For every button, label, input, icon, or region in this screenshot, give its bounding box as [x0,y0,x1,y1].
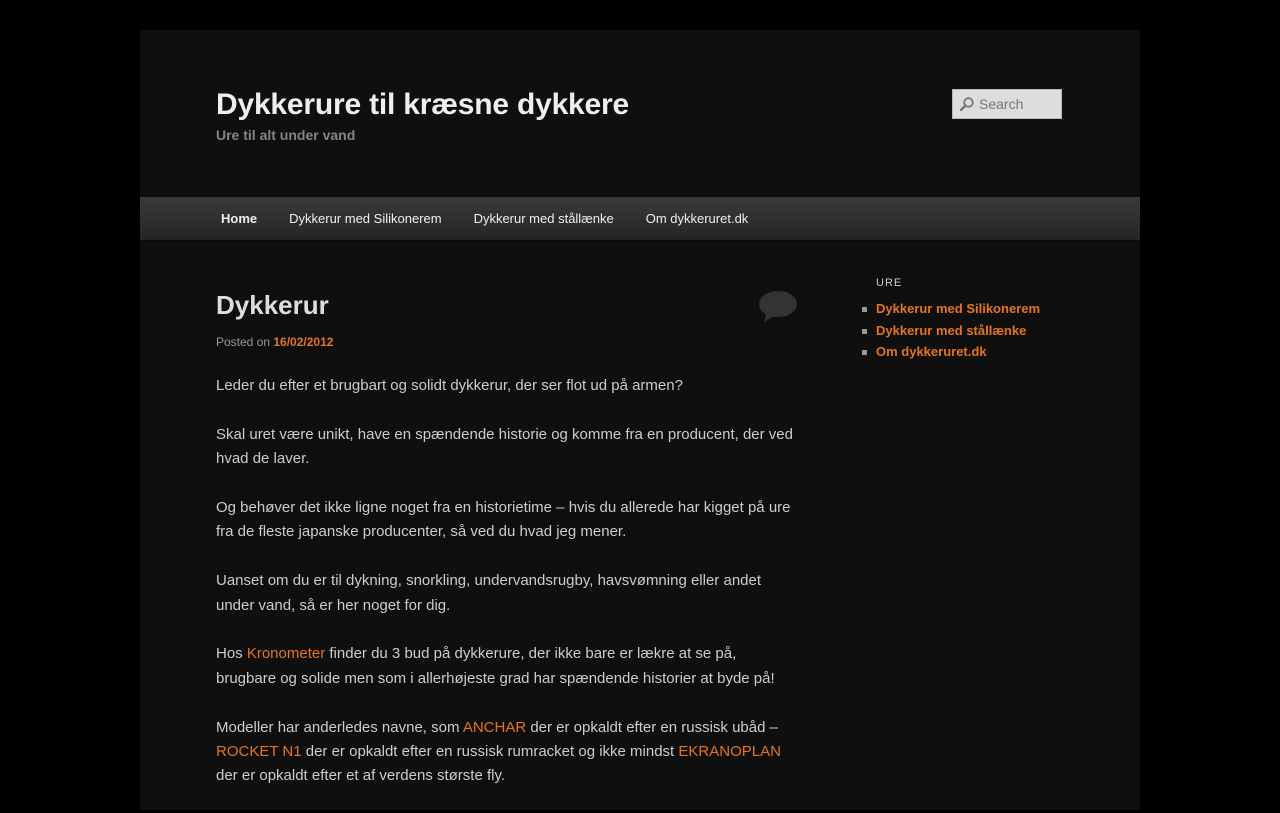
comment-bubble-icon[interactable] [756,288,800,328]
post-meta [216,335,333,349]
widget-list-item [876,298,1040,320]
anchar-link[interactable]: ANCHAR [462,718,527,736]
kronometer-link[interactable]: Kronometer [246,645,326,663]
post-meta-prefix: Posted on [216,335,274,349]
rocket-n1-link[interactable]: ROCKET N1 [216,743,302,761]
site-title[interactable]: Dykkerure til kræsne dykkere [216,88,629,121]
paragraph-text: der er opkaldt efter en russisk rumracket og ikke mindst [301,743,679,761]
widget-link-staallaenke[interactable]: Dykkerur med stållænke [876,322,1027,338]
main-navigation [140,197,1140,240]
paragraph-text: Modeller har anderledes navne, som [216,718,463,736]
nav-item-home[interactable] [205,197,273,240]
nav-item-om[interactable] [630,197,765,240]
nav-item-silikonerem[interactable] [273,197,457,240]
site-header [140,30,1140,197]
nav-link-home[interactable]: Home [221,211,258,226]
paragraph-text: der er opkaldt efter en russisk ubåd – [526,718,778,736]
widget-link-silikonerem[interactable]: Dykkerur med Silikonerem [876,301,1041,316]
post-paragraph: Uanset om du er til dykning, snorkling, undervandsrugby, havsvømning eller andet under vand, så er her noget for dig. [216,572,762,614]
post-paragraph: Skal uret være unikt, have en spændende historie og komme fra en producent, der ved hvad de laver. [216,425,793,468]
widget-list-item [876,320,1040,342]
site-description: Ure til alt under vand [216,127,356,143]
ekranoplan-link[interactable]: EKRANOPLAN [678,743,781,761]
widget-list-item [876,341,1040,363]
post-title[interactable]: Dykkerur [216,290,329,320]
nav-link-om[interactable]: Om dykkeruret.dk [645,211,749,226]
paragraph-text: finder du 3 bud på dykkerure, der ikke bare er lækre at se på, brugbare og solide men som i allerhøjeste grad har spændende historier at byde på! [216,645,775,687]
post-content [216,374,800,813]
paragraph-text: Hos [216,645,247,663]
search-icon [960,97,974,111]
post-date-link[interactable]: 16/02/2012 [273,335,334,349]
widget-title: URE [876,277,903,289]
post-paragraph [216,716,800,789]
search-input[interactable] [979,90,1059,118]
widget-link-list [876,298,1040,363]
nav-link-silikonerem[interactable]: Dykkerur med Silikonerem [289,211,442,226]
page-container [140,30,1140,810]
nav-link-staallaenke[interactable]: Dykkerur med stållænke [473,211,614,226]
nav-item-staallaenke[interactable] [458,197,630,240]
post-paragraph: Leder du efter et brugbart og solidt dykkerur, der ser flot ud på armen? [216,377,683,394]
widget-link-om[interactable]: Om dykkeruret.dk [876,344,987,359]
paragraph-text: der er opkaldt efter et af verdens største fly. [216,767,506,785]
post-paragraph: Og behøver det ikke ligne noget fra en historietime – hvis du allerede har kigget på ure fra de fleste japanske producenter, så ved du hvad jeg mener. [216,499,791,541]
post-paragraph [216,642,800,691]
search-form[interactable] [952,89,1062,119]
